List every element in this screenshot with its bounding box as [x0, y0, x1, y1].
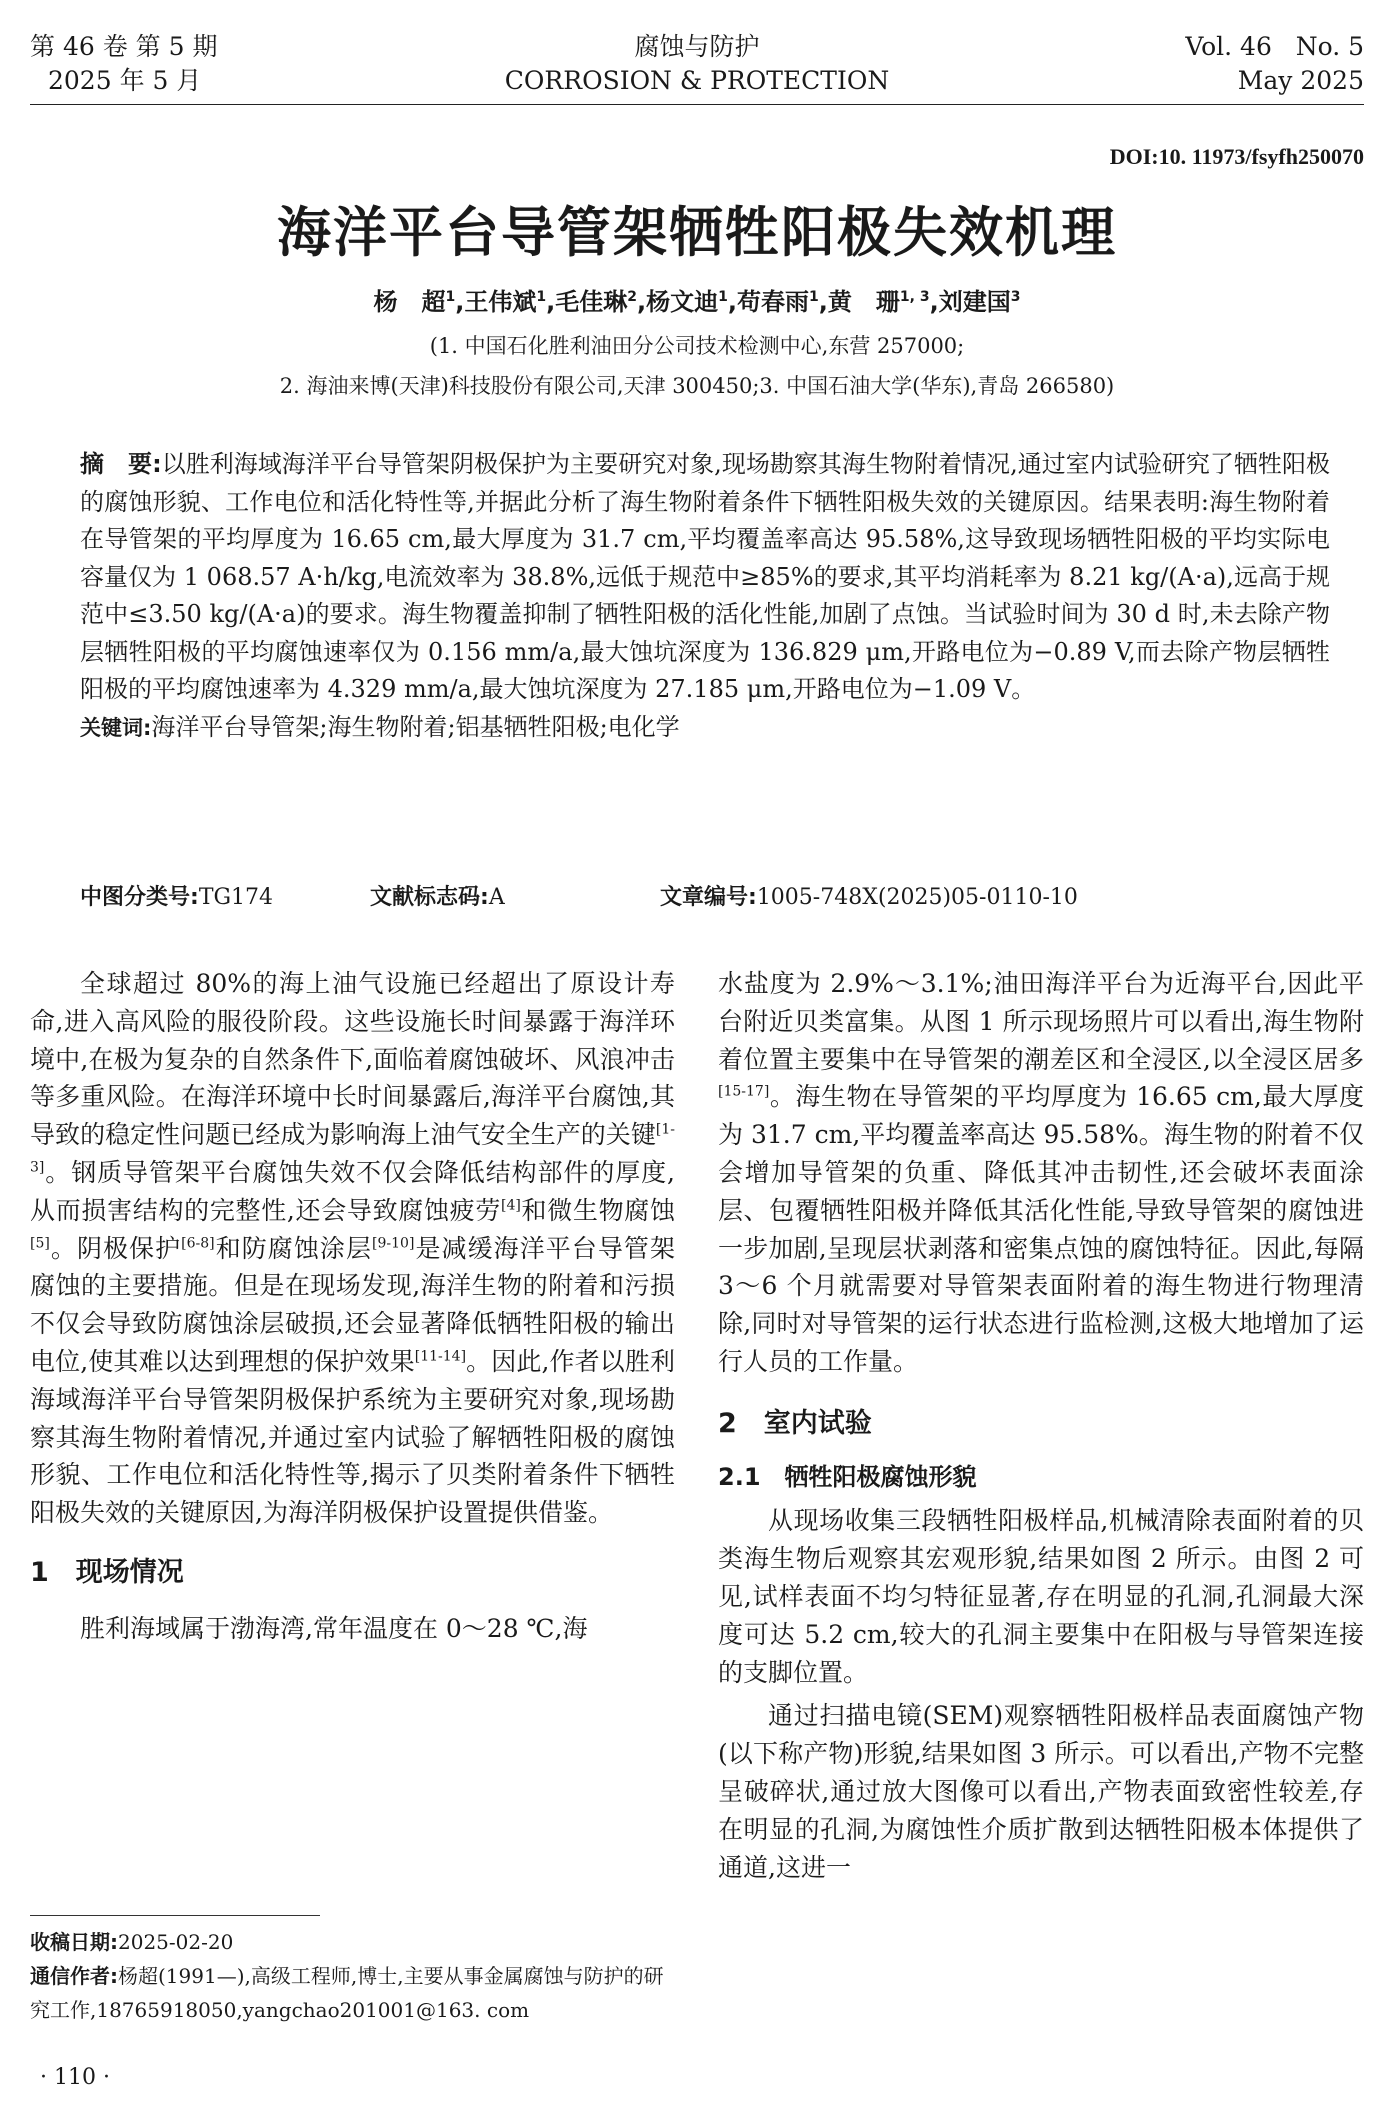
header-rule: [30, 104, 1364, 105]
citation: [9-10]: [372, 1235, 415, 1252]
body-text: 水盐度为 2.9%～3.1%;油田海洋平台为近海平台,因此平台附近贝类富集。从图 1 所示现场照片可以看出,海生物附着位置主要集中在导管架的潮差区和全浸区,以全浸区居多: [718, 969, 1364, 1074]
body-text: 和微生物腐蚀: [520, 1195, 675, 1225]
paper-title: 海洋平台导管架牺牲阳极失效机理: [277, 201, 1117, 264]
author-separator: ,: [727, 288, 738, 316]
author-list: [0, 282, 1394, 317]
page-number: · 110 ·: [40, 2065, 110, 2090]
doc-code-label: 文献标志码:: [370, 885, 489, 910]
introduction-paragraph: [30, 965, 675, 1532]
date-cn: 2025 年 5 月: [48, 66, 202, 95]
author-label: 通信作者:: [30, 1964, 118, 1988]
article-number-label: 文章编号:: [660, 885, 757, 910]
abstract-label: 摘 要:: [80, 450, 162, 478]
author-affiliation-mark: 3: [1010, 289, 1021, 305]
author-affiliation-mark: 1: [445, 289, 456, 305]
section-1-heading: 1 现场情况: [30, 1556, 184, 1588]
keywords: [80, 709, 1330, 748]
author-affiliation-mark: 2: [627, 289, 638, 305]
author-name: 黄 珊: [827, 288, 900, 316]
body-text: 。钢质导管架平台腐蚀失效不仅会降低结构部件的厚度,从而损害结构的完整性,还会导致腐蚀疲劳: [30, 1157, 675, 1225]
footnote-rule: [30, 1915, 320, 1916]
received-label: 收稿日期:: [30, 1930, 118, 1954]
date-en: May 2025: [1237, 66, 1364, 95]
body-text: 。阴极保护: [49, 1233, 182, 1263]
abstract: [80, 446, 1330, 747]
body-text: 是减缓海洋平台导管架腐蚀的主要措施。但是在现场发现,海洋生物的附着和污损不仅会导致防腐蚀涂层破损,还会显著降低牺牲阳极的输出电位,使其难以达到理想的保护效果: [30, 1233, 675, 1376]
author-name: 毛佳琳: [555, 288, 628, 316]
document-code: [370, 880, 505, 911]
journal-name-cn: 腐蚀与防护: [634, 32, 760, 61]
received-date: [30, 1925, 675, 1959]
clc-label: 中图分类号:: [80, 885, 199, 910]
volume-issue-cn: 第 46 卷 第 5 期: [30, 32, 218, 61]
body-text: 。因此,作者以胜利海域海洋平台导管架阴极保护系统为主要研究对象,现场勘察其海生物附着情况,并通过室内试验了解牺牲阳极的腐蚀形貌、工作电位和活化特性等,揭示了贝类附着条件下牺牲阳极失效的关键原因,为海洋阴极保护设置提供借鉴。: [30, 1346, 676, 1528]
article-number: [660, 880, 1078, 911]
doc-code-value: A: [488, 885, 505, 910]
citation: [11-14]: [414, 1348, 467, 1365]
author-affiliation-mark: 1, 3: [899, 289, 930, 305]
author-name: 杨文迪: [646, 288, 719, 316]
clc-number: [80, 880, 273, 911]
author-affiliation-mark: 1: [718, 289, 728, 305]
body-text: 和防腐蚀涂层: [214, 1233, 373, 1263]
section-2-1-heading: 2.1 牺牲阳极腐蚀形貌: [718, 1462, 977, 1491]
corresponding-author: [30, 1959, 675, 2027]
volume-issue-en: Vol. 46 No. 5: [1185, 32, 1364, 61]
body-text: 。海生物在导管架的平均厚度为 16.65 cm,最大厚度为 31.7 cm,平均覆盖率高达 95.58%。海生物的附着不仅会增加导管架的负重、降低其冲击韧性,还会破坏表面涂层、包覆牺牲阳极并降低其活化性能,导致导管架的腐蚀进一步加剧,呈现层状剥落和密集点蚀的腐蚀特征。因此,每隔 3～6 个月就需要对导管架表面附着的海生物进行物理清除,同时对导管架的运行状态进行监检测,这极大地增加了运行人员的工作量。: [718, 1082, 1364, 1376]
citation: [5]: [30, 1235, 50, 1252]
abstract-text: 以胜利海域海洋平台导管架阴极保护为主要研究对象,现场勘察其海生物附着情况,通过室内试验研究了牺牲阳极的腐蚀形貌、工作电位和活化特性等,并据此分析了海生物附着条件下牺牲阳极失效的关键原因。结果表明:海生物附着在导管架的平均厚度为 16.65 cm,最大厚度为 31.7 cm,平均覆盖率高达 95.58%,这导致现场牺牲阳极的平均实际电容量仅为 1 068.57 A·h/kg,电流效率为 38.8%,远低于规范中≥85%的要求,其平均消耗率为 8.21 kg/(A·a),远高于规范中≤3.50 kg/(A·a)的要求。海生物覆盖抑制了牺牲阳极的活化性能,加剧了点蚀。当试验时间为 30 d 时,未去除产物层牺牲阳极的平均腐蚀速率仅为 0.156 mm/a,最大蚀坑深度为 136.829 μm,开路电位为−0.89 V,而去除产物层牺牲阳极的平均腐蚀速率为 4.329 mm/a,最大蚀坑深度为 27.185 μm,开路电位为−1.09 V。: [80, 450, 1330, 703]
doi: DOI:10. 11973/fsyfh250070: [1109, 144, 1364, 169]
body-text: 全球超过 80%的海上油气设施已经超出了原设计寿命,进入高风险的服役阶段。这些设施长时间暴露于海洋环境中,在极为复杂的自然条件下,面临着腐蚀破坏、风浪冲击等多重风险。在海洋环境中长时间暴露后,海洋平台腐蚀,其导致的稳定性问题已经成为影响海上油气安全生产的关键: [30, 969, 675, 1150]
author-affiliation-mark: 1: [536, 289, 547, 305]
journal-volume-en: [1185, 30, 1364, 98]
citation: [4]: [501, 1197, 521, 1214]
left-column: [30, 965, 675, 1648]
citation: [1-3]: [30, 1121, 675, 1176]
section-1-text: 胜利海域属于渤海湾,常年温度在 0～28 ℃,海: [80, 1613, 588, 1643]
citation: [6-8]: [181, 1235, 215, 1252]
author-name: 杨 超: [373, 288, 446, 316]
author-separator: ,: [546, 288, 556, 316]
author-separator: ,: [818, 288, 828, 316]
footnote: [30, 1925, 675, 2027]
author-text: 杨超(1991—),高级工程师,博士,主要从事金属腐蚀与防护的研究工作,18765918050,yangchao201001@163. com: [30, 1964, 664, 2022]
author-separator: ,: [455, 288, 465, 316]
clc-value: TG174: [198, 885, 274, 910]
journal-name-en: CORROSION & PROTECTION: [504, 66, 890, 95]
section-2-1-paragraph-2: 通过扫描电镜(SEM)观察牺牲阳极样品表面腐蚀产物(以下称产物)形貌,结果如图 3 所示。可以看出,产物不完整呈破碎状,通过放大图像可以看出,产物表面致密性较差,存在明显的孔洞,为腐蚀性介质扩散到达牺牲阳极本体提供了通道,这进一: [718, 1701, 1364, 1882]
received-value: 2025-02-20: [118, 1930, 234, 1954]
section-2-heading: 2 室内试验: [718, 1407, 872, 1439]
author-affiliation-mark: 1: [809, 289, 819, 305]
author-name: 王伟斌: [464, 288, 537, 316]
author-separator: ,: [637, 288, 647, 316]
keywords-text: 海洋平台导管架;海生物附着;铝基牺牲阳极;电化学: [151, 712, 680, 741]
affiliation-line-1: (1. 中国石化胜利油田分公司技术检测中心,东营 257000;: [429, 334, 965, 358]
affiliation-line-2: 2. 海油来博(天津)科技股份有限公司,天津 300450;3. 中国石油大学(华东),青岛 266580): [279, 374, 1115, 398]
right-column: [718, 965, 1364, 1886]
citation: [15-17]: [718, 1084, 770, 1101]
author-separator: ,: [929, 288, 939, 316]
article-number-value: 1005-748X(2025)05-0110-10: [756, 885, 1078, 910]
section-1-continued: [718, 965, 1364, 1381]
keywords-label: 关键词:: [80, 715, 152, 740]
author-name: 刘建国: [938, 288, 1011, 316]
author-name: 苟春雨: [737, 288, 810, 316]
section-2-1-paragraph-1: 从现场收集三段牺牲阳极样品,机械清除表面附着的贝类海生物后观察其宏观形貌,结果如图 2 所示。由图 2 可见,试样表面不均匀特征显著,存在明显的孔洞,孔洞最大深度可达 5.2 cm,较大的孔洞主要集中在阳极与导管架连接的支脚位置。: [718, 1506, 1364, 1687]
